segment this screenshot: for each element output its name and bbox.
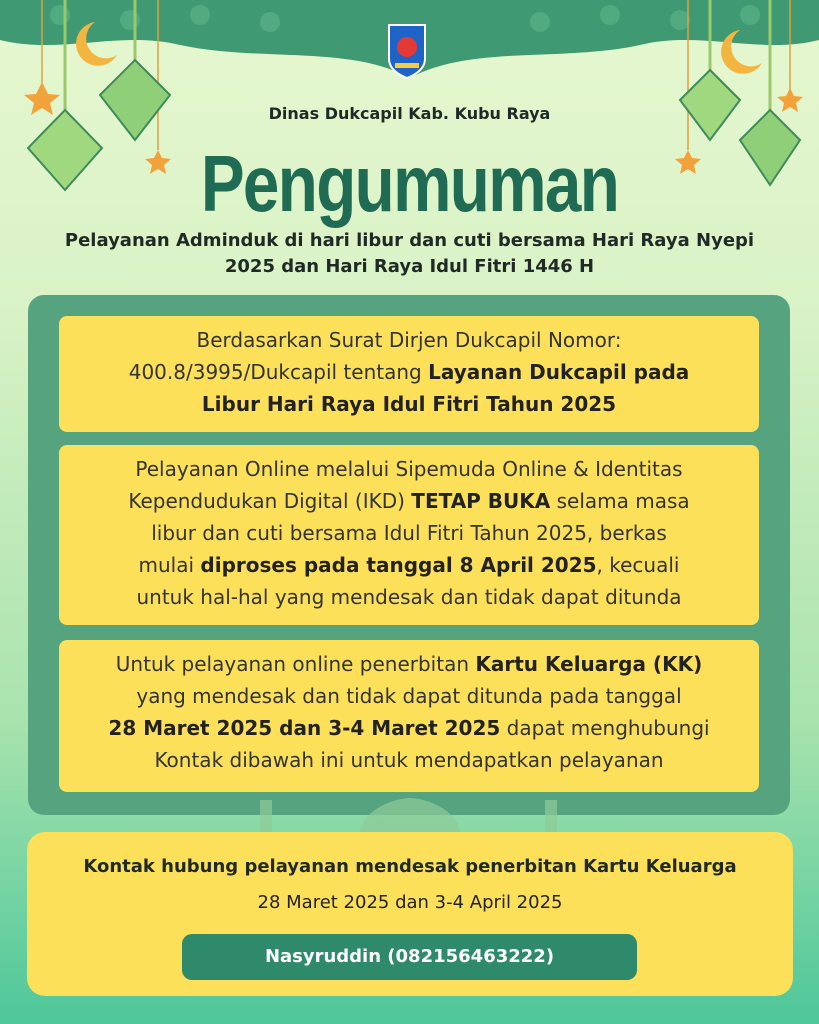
organization-name: Dinas Dukcapil Kab. Kubu Raya <box>268 104 551 123</box>
page-title: Pengumuman <box>200 139 619 228</box>
announcement-card-decree <box>59 316 759 432</box>
card-text: Kontak dibawah ini untuk mendapatkan pelayanan <box>154 748 664 772</box>
card-text: 28 Maret 2025 dan 3-4 Maret 2025 dapat menghubungi <box>108 716 710 740</box>
card-text: Untuk pelayanan online penerbitan Kartu Keluarga (KK) <box>115 652 703 676</box>
card-text: Berdasarkan Surat Dirjen Dukcapil Nomor: <box>196 328 622 352</box>
contact-dates: 28 Maret 2025 dan 3-4 April 2025 <box>257 892 563 913</box>
subtitle-line: 2025 dan Hari Raya Idul Fitri 1446 H <box>224 256 595 277</box>
regency-crest-logo <box>387 23 427 79</box>
card-text: yang mendesak dan tidak dapat ditunda pada tanggal <box>136 684 682 708</box>
subtitle-line: Pelayanan Adminduk di hari libur dan cuti bersama Hari Raya Nyepi <box>64 230 755 251</box>
announcement-card-online-service <box>59 445 759 625</box>
card-text: Kependudukan Digital (IKD) TETAP BUKA selama masa <box>128 489 690 513</box>
announcement-subtitle <box>10 228 809 280</box>
announcement-card-family-card <box>59 640 759 792</box>
card-text: mulai diproses pada tanggal 8 April 2025, kecuali <box>138 553 680 577</box>
contact-title: Kontak hubung pelayanan mendesak penerbitan Kartu Keluarga <box>83 856 737 877</box>
card-text: untuk hal-hal yang mendesak dan tidak dapat ditunda <box>136 585 682 609</box>
card-text: libur dan cuti bersama Idul Fitri Tahun 2025, berkas <box>151 521 667 545</box>
card-text: 400.8/3995/Dukcapil tentang Layanan Dukcapil pada <box>128 360 690 384</box>
contact-card <box>27 832 793 996</box>
contact-person-button[interactable]: Nasyruddin (082156463222) <box>182 934 637 980</box>
card-text: Libur Hari Raya Idul Fitri Tahun 2025 <box>201 392 617 416</box>
card-text: Pelayanan Online melalui Sipemuda Online & Identitas <box>135 457 683 481</box>
